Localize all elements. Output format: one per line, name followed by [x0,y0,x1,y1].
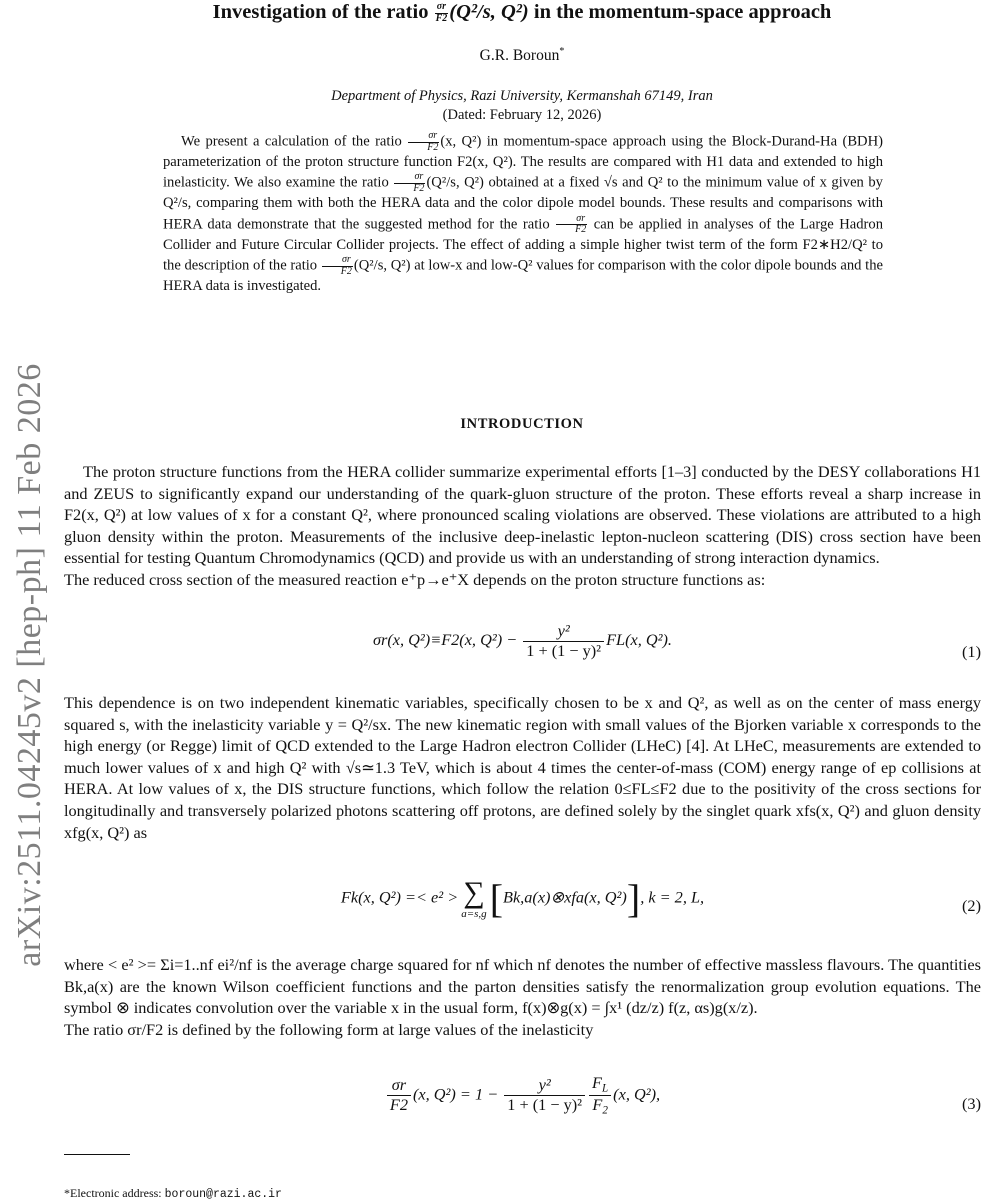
abstract-ratio-fraction-4 [322,255,353,277]
intro-paragraph-4: where < e² >= Σi=1..nf ei²/nf is the average charge squared for nf which nf denotes the number of effective massless flavours. The quantities Bk,a(x) are the known Wilson coefficient functions and the parton densities satisfy the renormalization group evolution equations. The symbol ⊗ indicates convolution over the variable x in the usual form, f(x)⊗g(x) = ∫x¹ (dz/z) f(z, αs)g(x/z). [64,955,981,1018]
eq1-frac-den: 1 + (1 − y)² [526,640,602,660]
equation-3-body [64,1074,981,1117]
footnote-rule [64,1154,130,1155]
affiliation: Department of Physics, Razi University, Kermanshah 67149, Iran [331,88,713,104]
arxiv-identifier-stamp: arXiv:2511.04245v2 [hep-ph] 11 Feb 2026 [11,363,48,967]
summation-sign: ∑ a=s,g [461,876,487,920]
eq3-ratio-num: σr [391,1075,407,1095]
date-line: (Dated: February 12, 2026) [442,107,602,123]
abstract-frac2-den: F2 [413,182,425,194]
intro-block-3 [64,954,981,1040]
title-args: (Q²/s, Q²) [449,1,529,23]
title-frac-den: F2 [435,12,448,24]
eq1-rhs: FL(x, Q²). [606,629,672,649]
abstract-part-1: We present a calculation of the ratio [181,133,408,150]
eq3-frac-den: 1 + (1 − y)² [507,1095,583,1115]
eq1-lhs: σr(x, Q²)≡F2(x, Q²) − [373,629,522,649]
equation-2-number: (2) [962,896,981,915]
footnote [64,1186,282,1201]
eq3-frac-num: y² [538,1075,551,1095]
equation-3-number: (3) [962,1094,981,1113]
abstract-frac1-num: σr [428,130,438,141]
section-heading-introduction: INTRODUCTION [460,416,584,432]
equation-2 [64,874,981,938]
abstract [163,131,883,297]
equation-2-body: Fk(x, Q²) =< e² > ∑ a=s,g [Bk,a(x)⊗xfa(x, Q²)], k = 2, L, [340,876,705,921]
title-prefix: Investigation of the ratio [212,1,434,23]
eq1-frac-num: y² [557,621,570,640]
title-ratio-fraction [435,2,449,24]
abstract-frac3-den: F2 [575,224,587,236]
title-suffix: in the momentum-space approach [528,1,832,23]
eq2-lhs: Fk(x, Q²) =< e² > [340,887,459,907]
author-line [0,46,981,65]
eq3-lhs-args: (x, Q²) = 1 − [413,1084,503,1104]
abstract-ratio-fraction-2 [394,172,425,194]
intro-paragraph-5: The ratio σr/F2 is defined by the following form at large values of the inelasticity [64,1019,594,1039]
eq3-ratio-den: F2 [389,1095,408,1115]
abstract-frac4-num: σr [341,254,351,266]
abstract-part-2: (x, Q²) in momentum-space approach using the Block-Durand-Ha (BDH) parameterization of the proton structure function F2(x, Q²). The results are compared with H1 data and extended to high inelasticity. We also examine the ratio [163,133,883,191]
eq2-sum-subscript: a=s,g [461,908,487,920]
abstract-ratio-fraction-3 [556,214,587,236]
paper-title [0,0,981,24]
eq2-body: Bk,a(x)⊗xfa(x, Q²) [503,887,627,907]
intro-paragraph-2: The reduced cross section of the measured reaction e⁺p→e⁺X depends on the proton structure functions as: [64,569,766,589]
abstract-ratio-fraction-1 [408,131,439,153]
intro-block-2 [64,692,981,843]
eq2-tail: , k = 2, L, [640,887,705,907]
abstract-frac4-den: F2 [340,265,352,277]
author-footnote-mark[interactable]: * [559,46,565,57]
intro-paragraph-3: This dependence is on two independent kinematic variables, specifically chosen to be x and Q², as well as on the center of mass energy squared s, with the inelasticity variable y = Q²/sx. The new kinematic region with small values of the Bjorken variable x corresponds to the high energy (or Regge) limit of QCD extended to the Large Hadron electron Collider (LHeC) [4]. At LHeC, measurements are extended to much lower values of x and high Q² with √s≃1.3 TeV, which is about 4 times the center-of-mass (COM) energy range of ep collisions at HERA. At low values of x, the DIS structure functions, which follow the relation 0≤FL≤F2 due to the positivity of the cross sections for longitudinally and transversely polarized photons scattering off protons, are defined solely by the singlet quark xfs(x, Q²) and gluon density xfg(x, Q²) as [64,693,981,842]
eq3-fl-f2-fraction: $\frac{F_L}{F_2}$ [589,1074,611,1117]
intro-paragraph-1: The proton structure functions from the HERA collider summarize experimental efforts [1–3] conducted by the DESY collaborations H1 and ZEUS to significantly expand our understanding of the quark-gluon structure of the proton. These efforts reveal a sharp increase in F2(x, Q²) at low values of x for a constant Q², where pronounced scaling violations are observed. These violations are attributed to a high gluon density within the proton. Measurements of the inclusive deep-inelastic lepton-nucleon scattering (DIS) cross section have been essential for testing Quantum Chromodynamics (QCD) and provide us with an understanding of strong interaction dynamics. [64,462,981,568]
equation-1 [64,622,981,682]
eq1-fraction [523,622,604,660]
eq3-fraction [504,1076,585,1114]
abstract-frac2-num: σr [414,171,424,183]
abstract-part-5: (Q²/s, Q²) at low-x and low-Q² values for comparison with the color dipole bounds and the HERA data is investigated. [163,257,883,295]
author-name: G.R. Boroun [479,47,560,65]
title-frac-num: σr [436,1,447,13]
abstract-part-4: can be applied in analyses of the Large Hadron Collider and Future Circular Collider projects. The effect of adding a simple higher twist term of the form F2∗H2/Q² to the description of the ratio [163,216,883,274]
footnote-label: *Electronic address: [64,1186,165,1200]
abstract-frac3-num: σr [576,212,586,224]
equation-1-number: (1) [962,642,981,661]
abstract-part-3: (Q²/s, Q²) obtained at a fixed √s and Q² to the minimum value of x given by Q²/s, comparing them with both the HERA data and the color dipole model bounds. These results and comparisons with HERA data demonstrate that the suggested method for the ratio [163,174,883,233]
equation-1-body [64,622,981,660]
equation-3 [64,1074,981,1134]
footnote-email-link[interactable]: boroun@razi.ac.ir [164,1188,282,1201]
eq3-rhs-args: (x, Q²), [613,1084,661,1104]
intro-block-1 [64,461,981,591]
abstract-frac1-den: F2 [427,141,439,153]
eq3-ratio-fraction [387,1076,411,1114]
